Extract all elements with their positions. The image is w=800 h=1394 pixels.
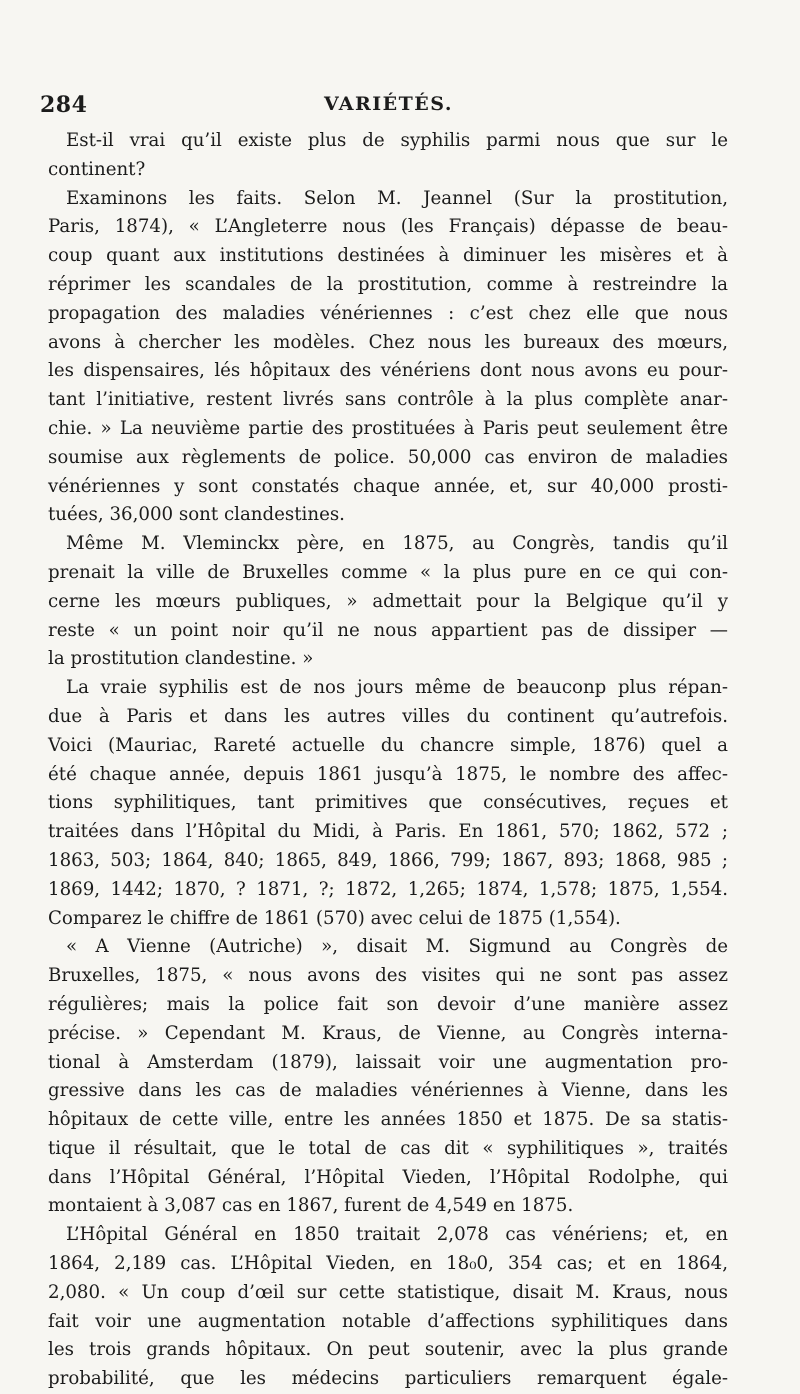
text-line: chie. » La neuvième partie des prostituées à Paris peut seulement être bbox=[48, 417, 728, 439]
text-line: les trois grands hôpitaux. On peut soutenir, avec la plus grande bbox=[48, 1339, 728, 1361]
text-line: tique il résultait, que le total de cas dit « syphilitiques », traités bbox=[48, 1137, 728, 1159]
text-line: avons à chercher les modèles. Chez nous les bureaux des mœurs, bbox=[48, 331, 728, 353]
text-line: Est-il vrai qu’il existe plus de syphilis parmi nous que sur le bbox=[66, 130, 728, 151]
text-line: hôpitaux de cette ville, entre les années 1850 et 1875. De sa statis- bbox=[48, 1109, 728, 1131]
text-line: été chaque année, depuis 1861 jusqu’à 1875, le nombre des affec- bbox=[48, 763, 728, 785]
text-line: L’Hôpital Général en 1850 traitait 2,078 cas vénériens; et, en bbox=[66, 1224, 728, 1246]
section-title: VARIÉTÉS. bbox=[324, 93, 453, 115]
running-head bbox=[40, 92, 740, 122]
text-line: Paris, 1874), « L’Angleterre nous (les Français) dépasse de beau- bbox=[48, 216, 728, 238]
text-line: tant l’initiative, restent livrés sans contrôle à la plus complète anar- bbox=[48, 389, 728, 411]
text-line: propagation des maladies vénériennes : c’est chez elle que nous bbox=[48, 302, 728, 324]
text-line: 1863, 503; 1864, 840; 1865, 849, 1866, 799; 1867, 893; 1868, 985 ; bbox=[48, 849, 728, 871]
text-line: la prostitution clandestine. » bbox=[48, 648, 314, 670]
text-line: tions syphilitiques, tant primitives que consécutives, reçues et bbox=[48, 792, 728, 814]
text-line: Même M. Vleminckx père, en 1875, au Congrès, tandis qu’il bbox=[66, 533, 728, 555]
text-line: 1869, 1442; 1870, ? 1871, ?; 1872, 1,265; 1874, 1,578; 1875, 1,554. bbox=[48, 878, 728, 900]
text-line: traitées dans l’Hôpital du Midi, à Paris. En 1861, 570; 1862, 572 ; bbox=[48, 821, 728, 843]
text-line: coup quant aux institutions destinées à diminuer les misères et à bbox=[48, 245, 728, 267]
text-line: précise. » Cependant M. Kraus, de Vienne, au Congrès interna- bbox=[48, 1022, 728, 1044]
text-line: dans l’Hôpital Général, l’Hôpital Vieden, l’Hôpital Rodolphe, qui bbox=[48, 1166, 728, 1188]
text-line: Voici (Mauriac, Rareté actuelle du chancre simple, 1876) quel a bbox=[48, 734, 728, 756]
text-line: cerne les mœurs publiques, » admettait pour la Belgique qu’il y bbox=[48, 590, 728, 612]
text-line: fait voir une augmentation notable d’affections syphilitiques dans bbox=[48, 1310, 728, 1332]
text-line: les dispensaires, lés hôpitaux des vénériens dont nous avons eu pour- bbox=[48, 360, 728, 382]
text-line: vénériennes y sont constatés chaque année, et, sur 40,000 prosti- bbox=[48, 475, 728, 497]
page-number: 284 bbox=[40, 92, 88, 118]
text-line: « A Vienne (Autriche) », disait M. Sigmund au Congrès de bbox=[66, 936, 728, 958]
text-line: tional à Amsterdam (1879), laissait voir une augmentation pro- bbox=[48, 1051, 728, 1073]
text-line: tuées, 36,000 sont clandestines. bbox=[48, 504, 345, 526]
text-line: soumise aux règlements de police. 50,000 cas environ de maladies bbox=[48, 446, 728, 468]
text-line: reste « un point noir qu’il ne nous appartient pas de dissiper — bbox=[48, 619, 728, 641]
text-line: gressive dans les cas de maladies vénériennes à Vienne, dans les bbox=[48, 1080, 728, 1102]
text-line: régulières; mais la police fait son devoir d’une manière assez bbox=[48, 993, 728, 1015]
text-line: continent? bbox=[48, 158, 146, 180]
text-line: Examinons les faits. Selon M. Jeannel (Sur la prostitution, bbox=[66, 187, 728, 209]
text-line: prenait la ville de Bruxelles comme « la plus pure en ce qui con- bbox=[48, 561, 728, 583]
text-line: Bruxelles, 1875, « nous avons des visites qui ne sont pas assez bbox=[48, 965, 728, 987]
body-text bbox=[48, 127, 728, 1394]
text-line: 2,080. « Un coup d’œil sur cette statistique, disait M. Kraus, nous bbox=[48, 1281, 728, 1303]
text-line: 1864, 2,189 cas. L’Hôpital Vieden, en 18₀0, 354 cas; et en 1864, bbox=[48, 1253, 728, 1275]
text-line: réprimer les scandales de la prostitution, comme à restreindre la bbox=[48, 273, 728, 295]
text-line: due à Paris et dans les autres villes du continent qu’autrefois. bbox=[48, 705, 728, 727]
text-line: La vraie syphilis est de nos jours même de beauconp plus répan- bbox=[66, 677, 728, 699]
text-line: Comparez le chiffre de 1861 (570) avec celui de 1875 (1,554). bbox=[48, 907, 621, 929]
text-line: montaient à 3,087 cas en 1867, furent de 4,549 en 1875. bbox=[48, 1195, 574, 1217]
text-line: probabilité, que les médecins particuliers remarquent égale- bbox=[48, 1368, 728, 1390]
